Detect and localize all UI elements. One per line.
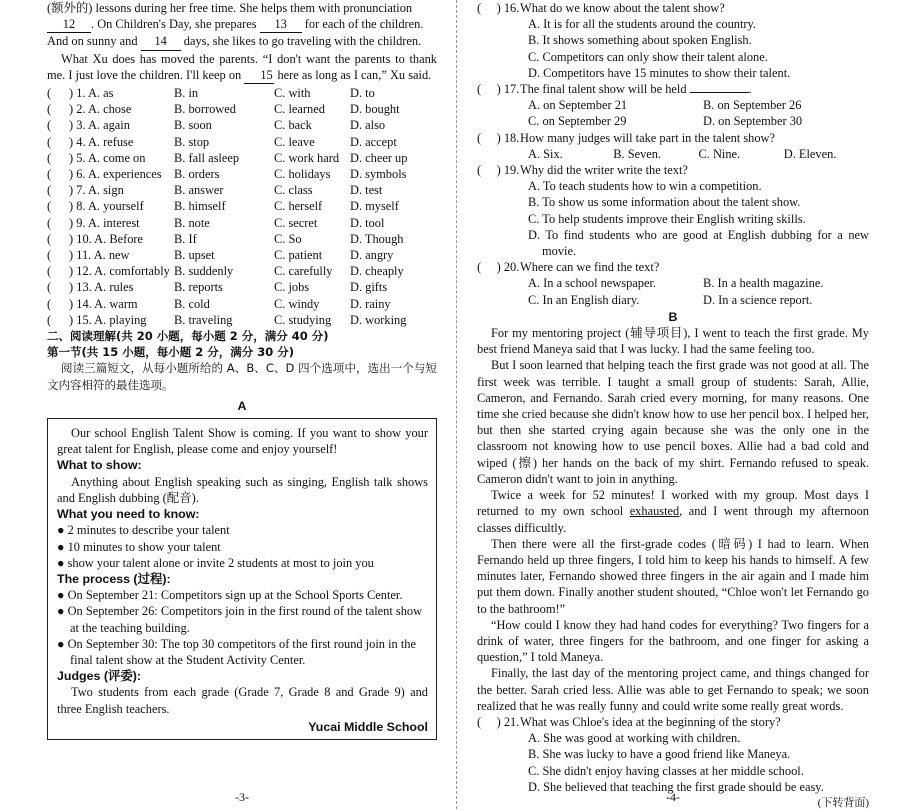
intro-line-1: (额外的) lessons during her free time. She helps them with pronunciation <box>47 1 413 15</box>
option-row <box>477 97 869 113</box>
notice-bullet: ● On September 26: Competitors join in the first round of the talent show at the teaching building. <box>57 604 423 635</box>
option-b[interactable]: B. upset <box>174 248 215 263</box>
option[interactable]: C. In an English diary. <box>528 292 640 307</box>
para-xu: What Xu does has moved the parents. “I don't want the parents to thank me. I just love the children. I'll keep on 15 here as long as I can,” Xu said. <box>47 51 437 84</box>
answer-paren[interactable]: ( <box>47 215 52 230</box>
answer-paren[interactable]: ( <box>47 86 52 101</box>
cloze-option-row: ( ) 2. A. chose B. borrowed C. learned D. bought <box>47 101 437 117</box>
option[interactable]: C. To help students improve their English writing skills. <box>528 211 806 226</box>
answer-paren[interactable]: ( <box>47 102 52 117</box>
cloze-option-row: ( ) 4. A. refuse B. stop C. leave D. accept <box>47 134 437 150</box>
cloze-option-row: ( ) 7. A. sign B. answer C. class D. test <box>47 182 437 198</box>
notice-bullet: ● 2 minutes to describe your talent <box>57 523 230 538</box>
turn-over-note: (下转背面) <box>817 796 869 809</box>
question-18: ( ) 18. How many judges will take part in the talent show? <box>477 130 775 145</box>
q21-option[interactable]: B. She was lucky to have a good friend like Maneya. <box>528 747 791 762</box>
page-number-right: -4- <box>666 789 680 804</box>
question-17: ( ) 17. The final talent show will be held . <box>477 82 752 97</box>
answer-paren[interactable]: ( ) 21. <box>477 714 520 729</box>
question-21: ( ) 21. What was Chloe's idea at the beginning of the story? <box>477 714 781 729</box>
notice-bullet: ● On September 21: Competitors sign up at the School Sports Center. <box>57 588 403 603</box>
notice-heading-know: What you need to know: <box>57 507 200 522</box>
passage-paragraph: Finally, the last day of the mentoring project came, and things changed for the better. Sarah cried less. Allie was able to get Fernando to speak; we soon realized that he was really funny and could write some really great words. <box>477 666 869 713</box>
option-b[interactable]: B. soon <box>174 118 212 133</box>
passage-paragraph: But I soon learned that helping teach the first grade was not good at all. The first week was terrible. I taught a small group of students: Sarah, Allie, Cameron, and Fernando. Sarah cried every morning, for many reasons. One time she cried because she didn't know how to use her pencil box. I helped her, but then she started crying again because she was the only one in the classroom not knowing how to use pencil boxes. Allie had a bad cold and wiped (擦) her hands on the back of my shirt. Fernando refused to speak. Cameron didn't want to join in anything. <box>477 358 869 486</box>
option-b[interactable]: B. fall asleep <box>174 150 240 165</box>
option-c[interactable]: C. class <box>274 183 313 198</box>
option-d[interactable]: D. test <box>350 183 383 198</box>
option-a[interactable]: A. comfortably <box>94 264 170 279</box>
answer-blank[interactable] <box>690 92 749 93</box>
option-a[interactable]: A. again <box>87 118 130 133</box>
cloze-option-row: ( ) 13. A. rules B. reports C. jobs D. gifts <box>47 279 437 295</box>
option-b[interactable]: B. orders <box>174 167 220 182</box>
passage-a-label: A <box>237 398 247 413</box>
option[interactable]: D. on September 30 <box>703 114 803 129</box>
option-d[interactable]: D. accept <box>350 134 397 149</box>
option-b[interactable]: B. If <box>174 231 197 246</box>
option-a[interactable]: A. as <box>87 86 114 101</box>
option-c[interactable]: C. learned <box>274 102 325 117</box>
page-number-left: -3- <box>235 789 249 804</box>
answer-paren[interactable]: ( ) 17. <box>477 82 520 97</box>
option-a[interactable]: A. warm <box>94 296 138 311</box>
option[interactable]: A. To teach students how to win a competition. <box>528 179 762 194</box>
notice-heading-process: The process (过程): <box>57 571 171 586</box>
question-20: ( ) 20. Where can we find the text? <box>477 260 660 275</box>
option-b[interactable]: B. cold <box>174 296 210 311</box>
bullet-icon: ● <box>57 636 68 651</box>
option-d[interactable]: D. to <box>350 86 375 101</box>
left-page <box>47 0 437 809</box>
passage-paragraph: Then there were all the first-grade codes (暗码) I had to learn. When Fernando held up three fingers, I told him to keep his hands to himself. A few minutes later, Fernando showed three fingers in the air again and I made him put them down. Finally another student shouted, “Chloe won't let Fernando go to the bathroom!” <box>477 536 869 616</box>
blank-14[interactable]: 14 <box>141 33 181 50</box>
page-divider <box>456 0 457 809</box>
option-row <box>477 113 869 129</box>
subsection-title: 第一节(共 15 小题，每小题 2 分，满分 30 分) <box>47 345 295 360</box>
cloze-option-row: ( ) 8. A. yourself B. himself C. herself D. myself <box>47 198 437 214</box>
option[interactable]: D. To find students who are good at English dubbing for a new movie. <box>528 227 869 259</box>
option[interactable]: B. on September 26 <box>703 98 802 113</box>
cloze-option-row: ( ) 11. A. new B. upset C. patient D. angry <box>47 247 437 263</box>
answer-paren[interactable]: ( <box>47 183 52 198</box>
notice-bullet: ● 10 minutes to show your talent <box>57 539 221 554</box>
option-a[interactable]: A. experiences <box>87 167 162 182</box>
blank-15[interactable]: 15 <box>244 67 274 84</box>
option-d[interactable]: D. working <box>350 312 407 327</box>
option[interactable]: A. In a school newspaper. <box>528 276 657 291</box>
option[interactable]: D. Eleven. <box>783 146 837 161</box>
answer-paren[interactable]: ( <box>47 264 52 279</box>
instructions: 阅读三篇短文，从每小题所给的 A、B、C、D 四个选项中，选出一个与短文内容相符的最佳选项。 <box>47 361 437 392</box>
option[interactable]: A. on September 21 <box>528 98 628 113</box>
cloze-option-row: ( ) 12. A. comfortably B. suddenly C. carefully D. cheaply <box>47 263 437 279</box>
notice-bullet: ● show your talent alone or invite 2 students at most to join you <box>57 555 374 570</box>
option-c[interactable]: C. herself <box>274 199 323 214</box>
option[interactable]: D. In a science report. <box>703 292 813 307</box>
q21-option[interactable]: C. She didn't enjoy having classes at her middle school. <box>528 763 804 778</box>
answer-paren[interactable]: ( <box>47 296 52 311</box>
talent-show-notice <box>47 418 437 740</box>
answer-paren[interactable]: ( ) 20. <box>477 260 520 275</box>
option-d[interactable]: D. tool <box>350 215 385 230</box>
option-a[interactable]: A. rules <box>94 280 134 295</box>
option-c[interactable]: C. jobs <box>274 280 310 295</box>
bullet-icon: ● <box>57 555 68 570</box>
option-c[interactable]: C. back <box>274 118 312 133</box>
answer-paren[interactable]: ( <box>47 248 52 263</box>
option-a[interactable]: A. playing <box>94 312 147 327</box>
answer-paren[interactable]: ( <box>47 231 52 246</box>
answer-paren[interactable]: ( <box>47 199 52 214</box>
underlined-word: exhausted <box>629 504 680 519</box>
option-d[interactable]: D. rainy <box>350 296 391 311</box>
answer-paren[interactable]: ( <box>47 312 52 327</box>
option-b[interactable]: B. suddenly <box>174 264 234 279</box>
option-d[interactable]: D. angry <box>350 248 394 263</box>
option-d[interactable]: D. also <box>350 118 386 133</box>
cloze-option-row: ( ) 5. A. come on B. fall asleep C. work hard D. cheer up <box>47 150 437 166</box>
option-c[interactable]: C. studying <box>274 312 332 327</box>
option-c[interactable]: C. patient <box>274 248 323 263</box>
answer-paren[interactable]: ( <box>47 118 52 133</box>
option[interactable]: D. Competitors have 15 minutes to show their talent. <box>528 65 791 80</box>
option-c[interactable]: C. holidays <box>274 167 331 182</box>
option-d[interactable]: D. symbols <box>350 167 407 182</box>
option-b[interactable]: B. borrowed <box>174 102 236 117</box>
notice-intro: Our school English Talent Show is coming. If you want to show your great talent for English, please come and enjoy yourself! <box>57 426 428 457</box>
option-c[interactable]: C. with <box>274 86 311 101</box>
option-c[interactable]: C. windy <box>274 296 320 311</box>
option[interactable]: A. It is for all the students around the country. <box>528 17 757 32</box>
cloze-option-row: ( ) 6. A. experiences B. orders C. holidays D. symbols <box>47 166 437 182</box>
notice-heading-judges: Judges (评委): <box>57 669 141 684</box>
option-b[interactable]: B. stop <box>174 134 210 149</box>
option[interactable]: A. Six. <box>528 146 563 161</box>
option[interactable]: C. Competitors can only show their talent alone. <box>528 49 768 64</box>
option-d[interactable]: D. cheer up <box>350 150 408 165</box>
option[interactable]: B. To show us some information about the talent show. <box>528 195 801 210</box>
blank-13[interactable]: 13 <box>260 16 302 33</box>
option-b[interactable]: B. note <box>174 215 210 230</box>
notice-know-list <box>57 522 428 571</box>
option-a[interactable]: A. new <box>93 248 130 263</box>
answer-paren[interactable]: ( <box>47 167 52 182</box>
bullet-icon: ● <box>57 523 68 538</box>
notice-judges-text: Two students from each grade (Grade 7, Grade 8 and Grade 9) and three English teachers. <box>57 685 428 716</box>
passage-paragraph: Twice a week for 52 minutes! I worked with my group. Most days I returned to my own school exhausted, and I went through my afternoon classes difficultly. <box>477 488 869 535</box>
option-c[interactable]: C. carefully <box>274 264 333 279</box>
intro-line-2: 12 . On Children's Day, she prepares 13 for each of the children. <box>47 16 437 33</box>
cloze-option-row: ( ) 15. A. playing B. traveling C. studying D. working <box>47 312 437 328</box>
bullet-icon: ● <box>57 539 68 554</box>
answer-paren[interactable]: ( ) 18. <box>477 130 520 145</box>
notice-process-list <box>57 587 428 668</box>
option-a[interactable]: A. yourself <box>87 199 144 214</box>
cloze-option-row: ( ) 9. A. interest B. note C. secret D. tool <box>47 215 437 231</box>
q21-option[interactable]: D. She believed that teaching the first grade should be easy. <box>528 779 824 794</box>
option[interactable]: C. Nine. <box>698 146 741 161</box>
question-16: ( ) 16. What do we know about the talent show? <box>477 1 725 15</box>
option-c[interactable]: C. leave <box>274 134 315 149</box>
option-b[interactable]: B. traveling <box>174 312 233 327</box>
option[interactable]: B. In a health magazine. <box>703 276 824 291</box>
option-row <box>477 146 869 162</box>
option[interactable]: B. Seven. <box>613 146 662 161</box>
section-title: 二、阅读理解(共 20 小题，每小题 2 分，满分 40 分) <box>47 329 329 344</box>
option-d[interactable]: D. cheaply <box>350 264 404 279</box>
answer-paren[interactable]: ( <box>47 150 52 165</box>
option-row <box>477 275 869 291</box>
answer-paren[interactable]: ( ) 16. <box>477 1 520 15</box>
intro-line-3: And on sunny and 14 days, she likes to go traveling with the children. <box>47 33 437 50</box>
notice-signature: Yucai Middle School <box>308 719 428 734</box>
option-a[interactable]: A. come on <box>87 150 146 165</box>
option-b[interactable]: B. in <box>174 86 199 101</box>
cloze-options <box>47 85 437 328</box>
notice-bullet: ● On September 30: The top 30 competitors of the first round join in the final talent show at the Student Activity Center. <box>57 636 416 667</box>
answer-paren[interactable]: ( <box>47 280 52 295</box>
option-d[interactable]: D. Though <box>350 231 404 246</box>
option-d[interactable]: D. myself <box>350 199 399 214</box>
option-row <box>477 292 869 308</box>
option-b[interactable]: B. himself <box>174 199 226 214</box>
option-b[interactable]: B. reports <box>174 280 223 295</box>
notice-heading-what: What to show: <box>57 458 142 473</box>
option-a[interactable]: A. chose <box>87 102 132 117</box>
cloze-option-row: ( ) 1. A. as B. in C. with D. to <box>47 85 437 101</box>
questions-16-20 <box>477 0 869 308</box>
cloze-option-row: ( ) 3. A. again B. soon C. back D. also <box>47 117 437 133</box>
option-a[interactable]: A. sign <box>87 183 124 198</box>
bullet-icon: ● <box>57 604 68 619</box>
cloze-option-row: ( ) 10. A. Before B. If C. So D. Though <box>47 231 437 247</box>
cloze-option-row: ( ) 14. A. warm B. cold C. windy D. rainy <box>47 296 437 312</box>
option-a[interactable]: A. refuse <box>87 134 134 149</box>
option-d[interactable]: D. gifts <box>350 280 388 295</box>
right-page <box>477 0 869 809</box>
passage-paragraph: For my mentoring project (辅导项目), I went to teach the first grade. My best friend Maneya said that I was lucky. I had the same feeling too. <box>477 326 869 357</box>
blank-12[interactable]: 12 <box>47 16 91 33</box>
option-b[interactable]: B. answer <box>174 183 224 198</box>
passage-b <box>477 325 869 714</box>
option-d[interactable]: D. bought <box>350 102 400 117</box>
option-a[interactable]: A. Before <box>94 231 144 246</box>
option[interactable]: C. on September 29 <box>528 114 627 129</box>
option-c[interactable]: C. secret <box>274 215 318 230</box>
passage-paragraph: “How could I know they had hand codes for everything? Two fingers for a drink of water, three fingers for the bathroom, and one finger for asking a question,” I told Maneya. <box>477 617 869 665</box>
q21-option[interactable]: A. She was good at working with children. <box>528 731 741 746</box>
option-a[interactable]: A. interest <box>87 215 140 230</box>
passage-b-label: B <box>668 309 678 324</box>
answer-paren[interactable]: ( ) 19. <box>477 163 520 178</box>
option[interactable]: B. It shows something about spoken English. <box>528 33 752 48</box>
answer-paren[interactable]: ( <box>47 134 52 149</box>
option-c[interactable]: C. work hard <box>274 150 340 165</box>
question-19: ( ) 19. Why did the writer write the text? <box>477 163 688 178</box>
option-c[interactable]: C. So <box>274 231 302 246</box>
notice-what-text: Anything about English speaking such as singing, English talk shows and English dubbing (配音). <box>57 474 428 505</box>
bullet-icon: ● <box>57 588 68 603</box>
